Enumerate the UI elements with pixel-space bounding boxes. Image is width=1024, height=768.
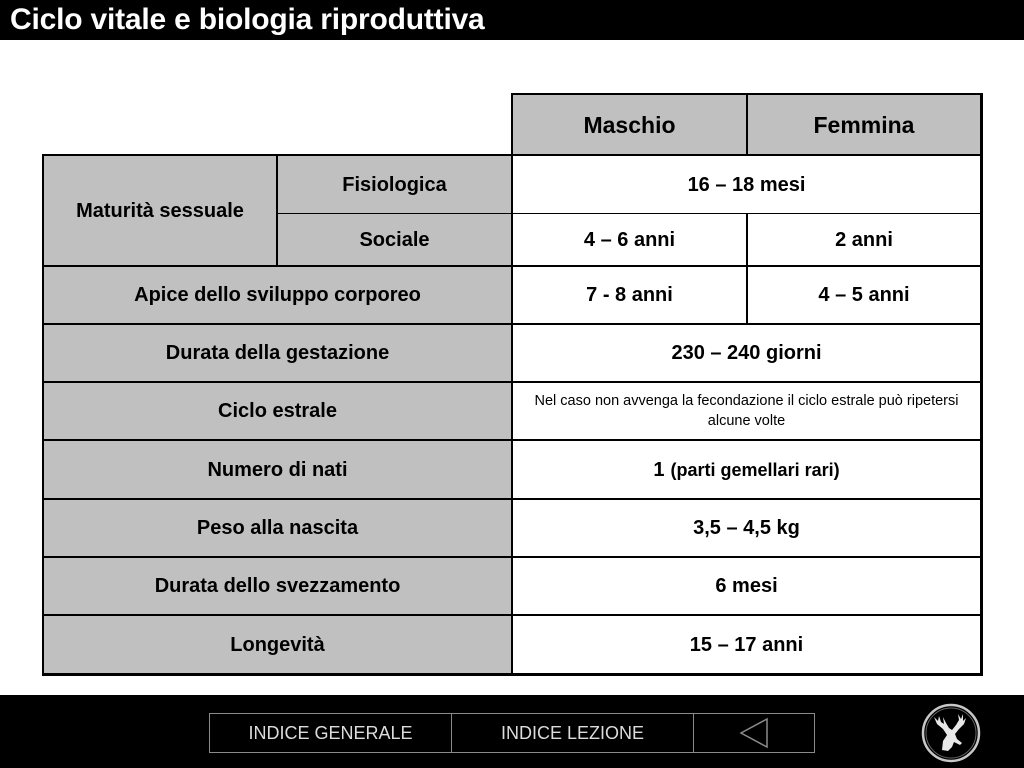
grid-line [42, 154, 44, 676]
grid-line [277, 213, 982, 214]
value-nati-note: (parti gemellari rari) [670, 459, 840, 480]
header-female: Femmina [747, 94, 981, 155]
value-sociale-male: 4 – 6 anni [512, 214, 747, 266]
value-apice-male: 7 - 8 anni [512, 266, 747, 324]
value-apice-female: 4 – 5 anni [747, 266, 981, 324]
value-longevita: 15 – 17 anni [512, 615, 981, 674]
nav-lesson-button[interactable]: INDICE LEZIONE [451, 713, 694, 753]
grid-line [511, 93, 513, 676]
nav-general-button[interactable]: INDICE GENERALE [209, 713, 452, 753]
triangle-left-icon [737, 717, 771, 749]
value-peso: 3,5 – 4,5 kg [512, 499, 981, 557]
value-nati-main: 1 [653, 458, 665, 481]
value-svezzamento: 6 mesi [512, 557, 981, 615]
value-ciclo: Nel caso non avvenga la fecondazione il ciclo estrale può ripetersi alcune volte [512, 382, 981, 440]
sublabel-fisiologica: Fisiologica [277, 155, 512, 214]
row-label-svezzamento: Durata dello svezzamento [43, 557, 512, 615]
row-label-longevita: Longevità [43, 615, 512, 674]
header-male: Maschio [512, 94, 747, 155]
value-sociale-female: 2 anni [747, 214, 981, 266]
row-label-ciclo: Ciclo estrale [43, 382, 512, 440]
grid-line [746, 213, 748, 325]
row-label-gestazione: Durata della gestazione [43, 324, 512, 382]
grid-line [746, 93, 748, 156]
row-label-apice: Apice dello sviluppo corporeo [43, 266, 512, 324]
page-title: Ciclo vitale e biologia riproduttiva [10, 3, 485, 36]
back-button[interactable] [693, 713, 815, 753]
grid-line [980, 93, 983, 676]
sublabel-sociale: Sociale [277, 214, 512, 266]
grid-line [276, 154, 278, 267]
deer-head-logo-icon[interactable] [921, 703, 981, 763]
title-bar [0, 0, 1024, 40]
row-label-nati: Numero di nati [43, 440, 512, 499]
row-label-maturita: Maturità sessuale [43, 155, 277, 266]
row-label-peso: Peso alla nascita [43, 499, 512, 557]
value-nati [512, 440, 981, 499]
value-gestazione: 230 – 240 giorni [512, 324, 981, 382]
value-fisiologica: 16 – 18 mesi [512, 155, 981, 214]
